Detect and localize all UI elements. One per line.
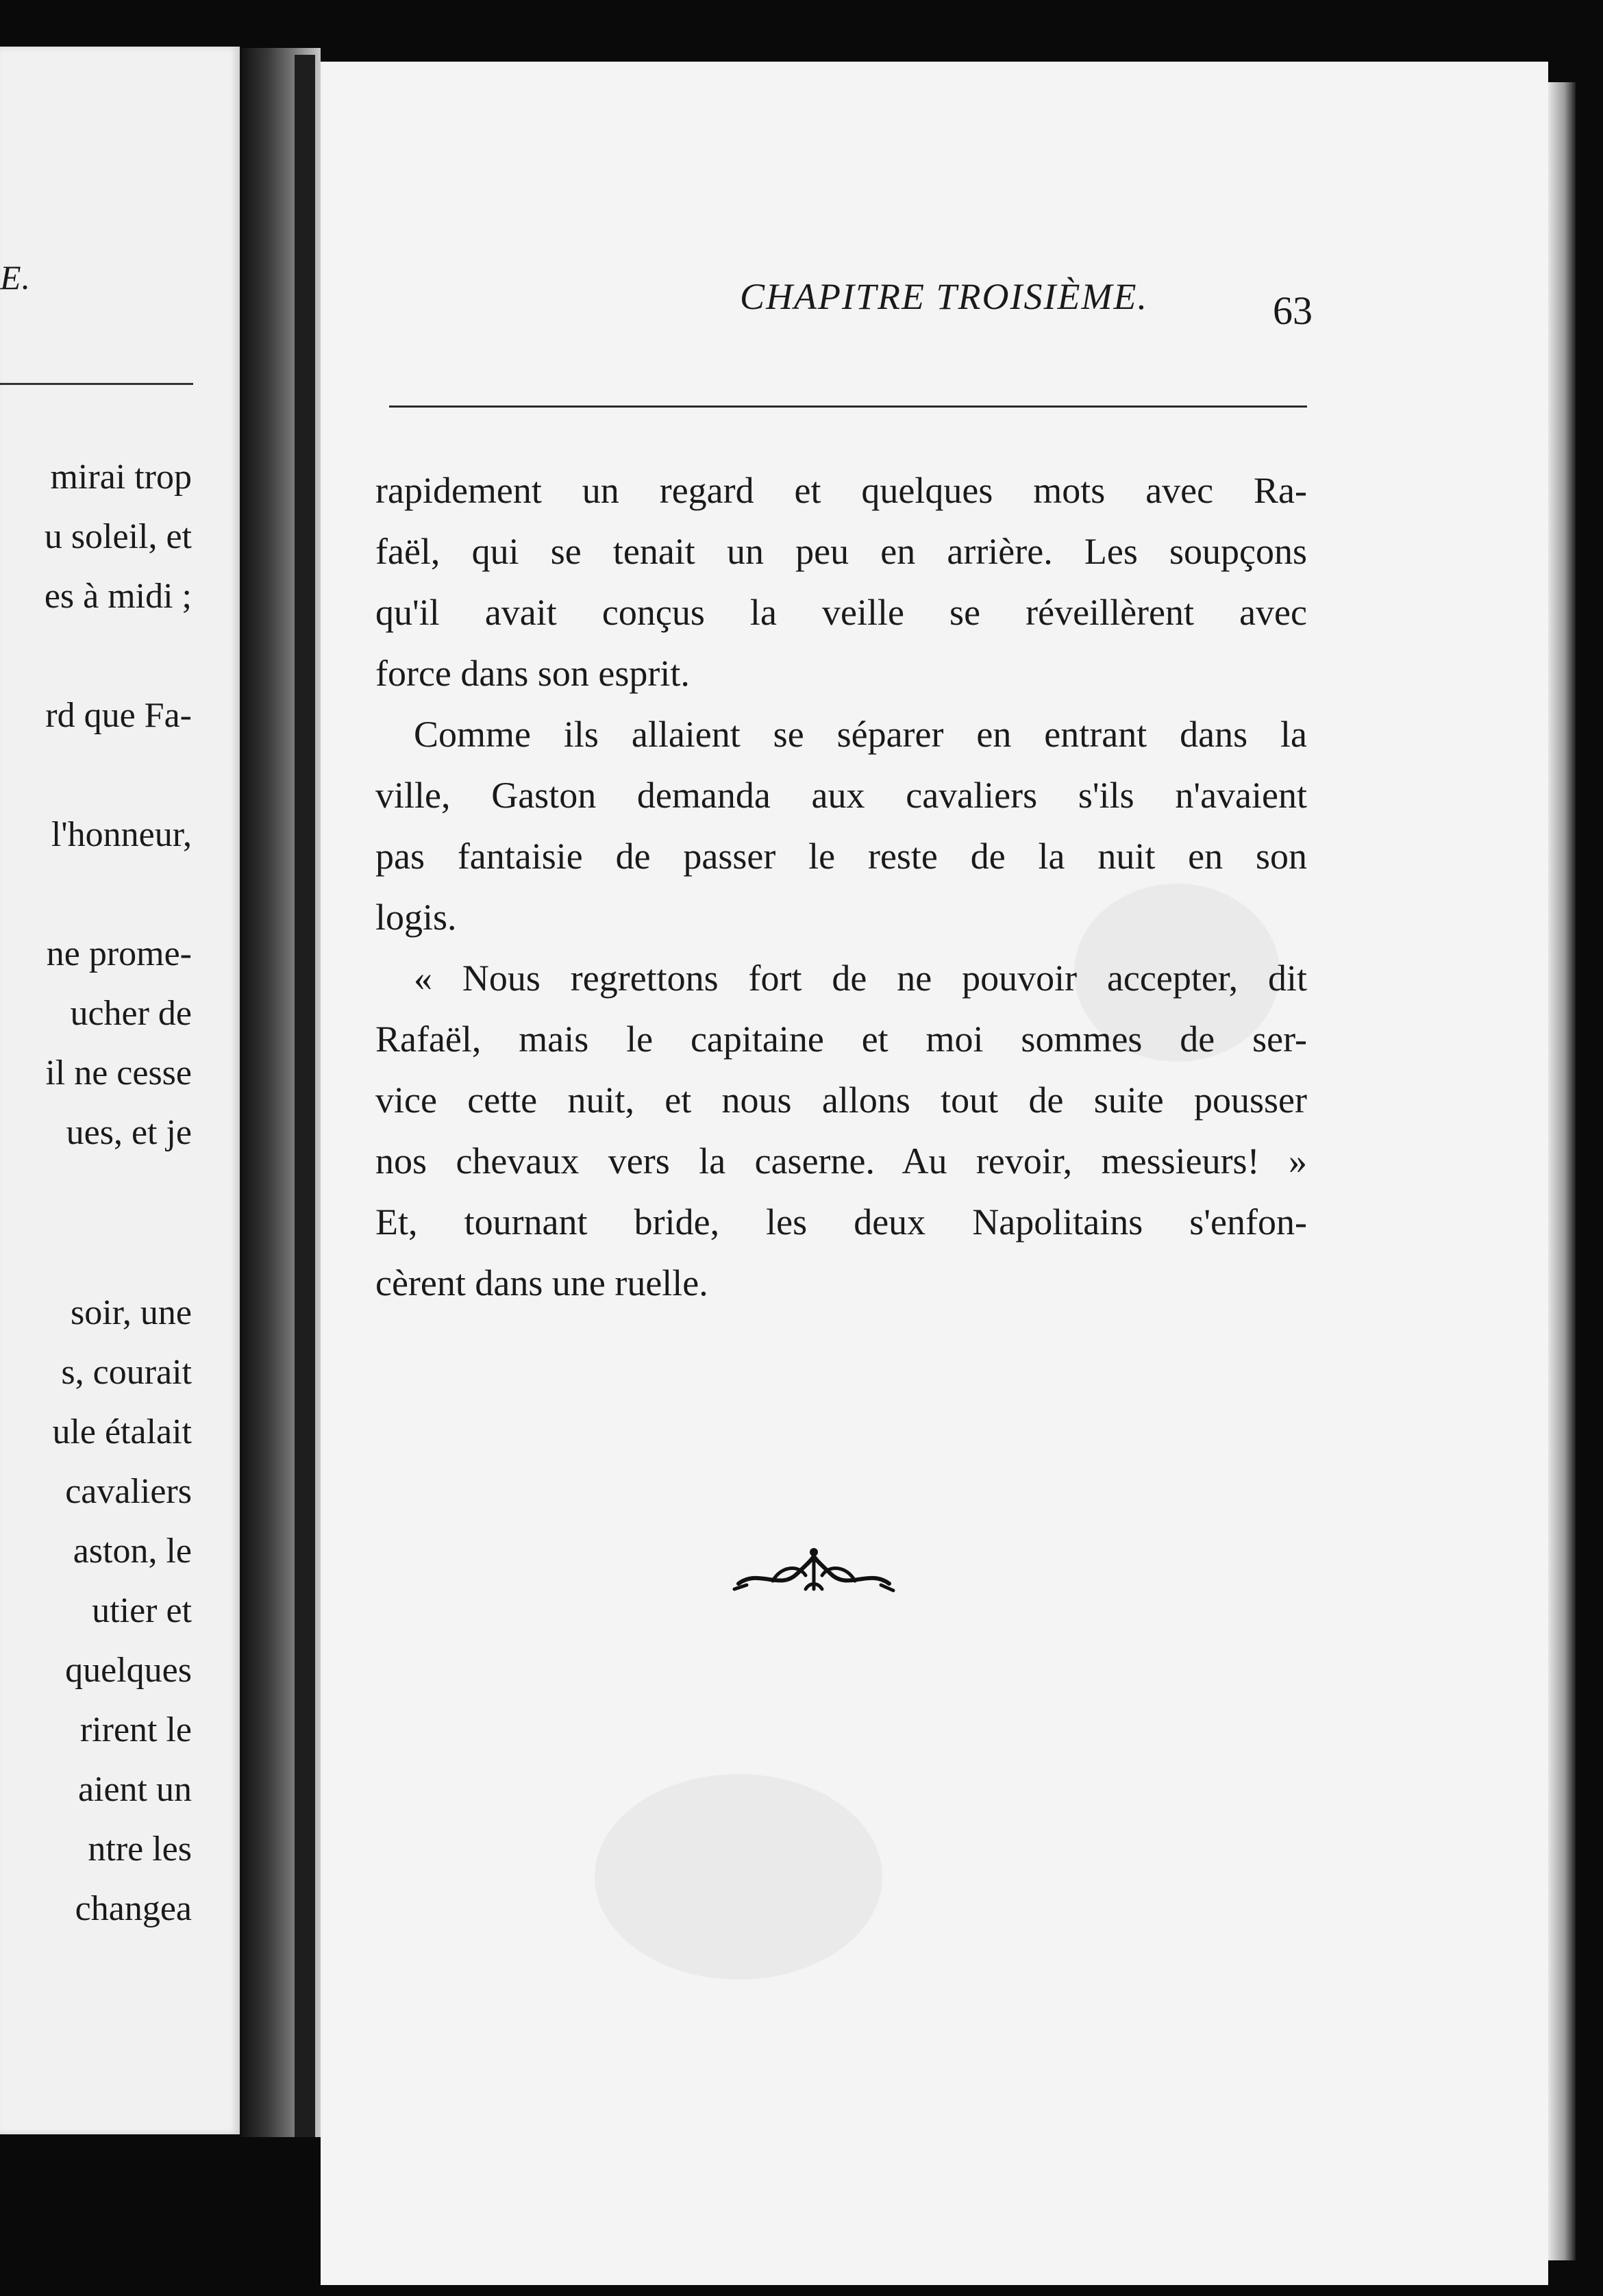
right-page bbox=[321, 62, 1548, 2285]
text-line: rapidement un regard et quelques mots avec Ra- bbox=[375, 470, 1307, 511]
left-text-line: u soleil, et bbox=[44, 517, 192, 556]
left-text-line: ne prome- bbox=[46, 934, 192, 973]
text-line: cèrent dans une ruelle. bbox=[375, 1262, 708, 1303]
page-edge-shadow bbox=[1548, 82, 1576, 2260]
left-text-line: cavaliers bbox=[65, 1472, 192, 1511]
body-text bbox=[375, 460, 1307, 1314]
fleuron-ornament-icon bbox=[732, 1541, 896, 1603]
left-text-line: changea bbox=[75, 1889, 192, 1928]
text-line: force dans son esprit. bbox=[375, 653, 690, 694]
left-paragraph-gap bbox=[0, 1162, 192, 1283]
left-running-head-fragment: E. bbox=[0, 258, 32, 297]
left-text-line: ule étalait bbox=[52, 1412, 192, 1451]
left-text-line: il ne cesse bbox=[45, 1053, 192, 1093]
running-head: CHAPITRE TROISIÈME. bbox=[740, 276, 1148, 317]
left-text-block bbox=[0, 447, 192, 1938]
text-line: Comme ils allaient se séparer en entrant dans la bbox=[414, 714, 1307, 755]
left-text-line bbox=[0, 864, 192, 924]
left-text-line: quelques bbox=[65, 1651, 192, 1690]
left-text-line: mirai trop bbox=[50, 458, 192, 497]
left-text-line: s, courait bbox=[61, 1353, 192, 1392]
left-text-line: l'honneur, bbox=[51, 815, 192, 854]
text-line: qu'il avait conçus la veille se réveillèrent avec bbox=[375, 592, 1307, 633]
text-line: « Nous regrettons fort de ne pouvoir accepter, dit bbox=[414, 958, 1307, 999]
book-binding-shadow bbox=[295, 55, 315, 2137]
text-line: vice cette nuit, et nous allons tout de suite pousser bbox=[375, 1080, 1307, 1121]
left-text-line: ues, et je bbox=[66, 1113, 192, 1152]
left-text-line: ntre les bbox=[88, 1830, 192, 1869]
text-line: logis. bbox=[375, 897, 457, 938]
left-text-line: aston, le bbox=[73, 1532, 192, 1571]
text-line: pas fantaisie de passer le reste de la nuit en son bbox=[375, 836, 1307, 877]
left-text-line: ucher de bbox=[70, 994, 192, 1033]
left-text-line: rirent le bbox=[79, 1710, 192, 1749]
header-rule bbox=[389, 405, 1307, 408]
text-line: nos chevaux vers la caserne. Au revoir, messieurs! » bbox=[375, 1140, 1307, 1182]
text-line: faël, qui se tenait un peu en arrière. Les soupçons bbox=[375, 531, 1307, 572]
paper-stain bbox=[595, 1774, 882, 1980]
left-text-line: utier et bbox=[92, 1591, 192, 1630]
left-header-rule bbox=[0, 383, 193, 385]
left-text-line: es à midi ; bbox=[44, 577, 192, 616]
left-text-line bbox=[0, 626, 192, 686]
left-text-line: soir, une bbox=[71, 1293, 192, 1332]
page-number: 63 bbox=[1273, 288, 1313, 333]
left-page bbox=[0, 47, 240, 2134]
left-text-line: rd que Fa- bbox=[45, 696, 192, 735]
left-text-line: aient un bbox=[77, 1770, 192, 1809]
text-line: ville, Gaston demanda aux cavaliers s'ils n'avaient bbox=[375, 775, 1307, 816]
text-line: Et, tournant bride, les deux Napolitains s'enfon- bbox=[375, 1201, 1307, 1243]
left-text-line bbox=[0, 745, 192, 805]
text-line: Rafaël, mais le capitaine et moi sommes de ser- bbox=[375, 1019, 1307, 1060]
